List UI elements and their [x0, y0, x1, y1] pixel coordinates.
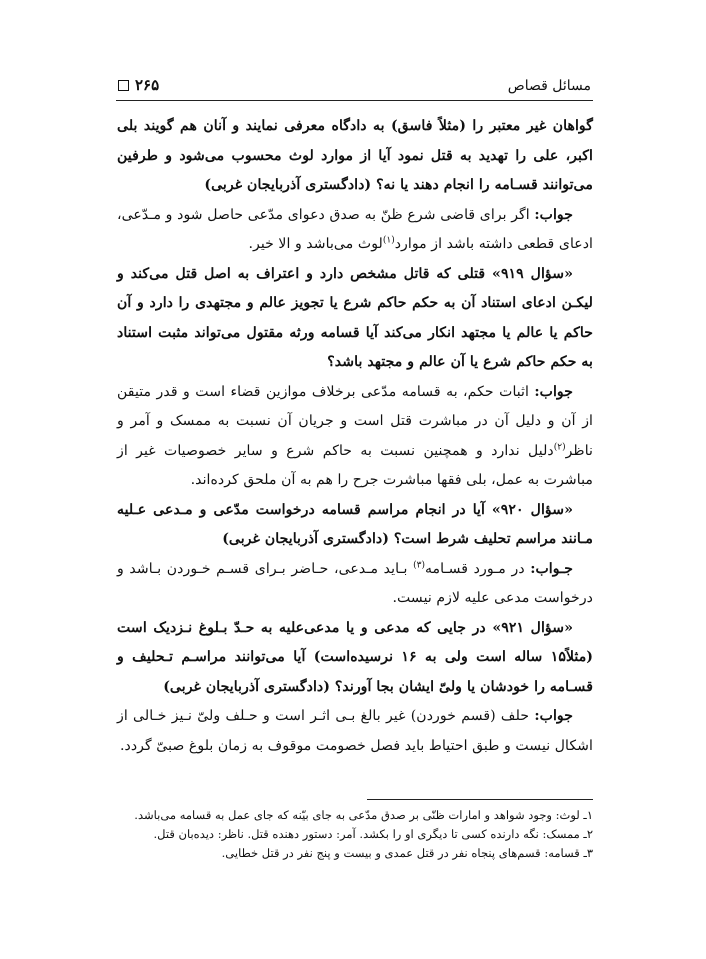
- footnote-ref: (۳): [413, 559, 425, 570]
- answer-label: جـواب:: [530, 560, 574, 577]
- answer-text: دلیل ندارد و همچنین نسبت به حاکم شرع و سایر خصوصیات غیر از مباشرت به عمل، بلی فقها مباشرت جرح را هم به آن ملحق کرده‌اند.: [117, 442, 593, 488]
- answer-text: در مـورد قسـامه: [424, 560, 531, 577]
- question-920: «سؤال ۹۲۰» آیا در انجام مراسم قسامه درخواست مدّعی و مـدعی عـلیه مـانند مراسم تحلیف شرط است؟ (دادگستری آذربایجان غربی): [117, 501, 593, 547]
- answer-label: جواب:: [534, 206, 573, 223]
- answer-label: جواب:: [534, 708, 573, 724]
- answer-919: [117, 378, 593, 496]
- square-outline-icon: [118, 80, 129, 91]
- footnote-1: ۱ـ لوث: وجود شواهد و امارات ظنّی بر صدق مدّعی به جای بیّنه که جای عمل به قسامه می‌باشد.: [134, 808, 593, 822]
- answer-920: [117, 555, 593, 614]
- page-number-block: [118, 76, 159, 94]
- footnote-ref: (۲): [553, 441, 566, 452]
- footnotes: [117, 806, 593, 863]
- answer-text: بـاید مـدعی، حـاضر بـرای قسـم خـوردن بـاشد و درخواست مدعی علیه لازم نیست.: [117, 560, 593, 606]
- running-title: مسائل قصاص: [507, 78, 591, 94]
- answer-921: [117, 702, 593, 761]
- footnote-ref: (۱): [382, 235, 395, 246]
- page-number: ۲۶۵: [135, 76, 160, 94]
- main-text: [117, 112, 593, 761]
- footnote-3: ۳ـ قسامه: قسم‌های پنجاه نفر در قتل عمدی و بیست و پنج نفر در قتل خطایی.: [221, 846, 593, 860]
- answer-text: حلف (قسم خوردن) غیر بالغ بـی اثـر است و حـلف ولیّ نـیز خـالی از اشکال نیست و طبق احتیاط باید فصل خصومت موقوف به زمان بلوغ صبیّ گردد.: [117, 708, 593, 754]
- question-921: «سؤال ۹۲۱» در جایی که مدعی و یا مدعی‌علیه به حـدّ بـلوغ نـزدیک است (مثلاً۱۵ ساله است ولی به ۱۶ نرسیده‌است) آیا می‌توانند مراسـم تـحلیف و قسـامه را خودشان یا ولیّ ایشان بجا آورند؟ (دادگستری آذربایجان غربی): [117, 619, 594, 695]
- footnote-2: ۲ـ ممسک: نگه دارنده کسی تا دیگری او را بکشد. آمر: دستور دهنده قتل. ناظر: دیده‌بان قتل.: [153, 827, 593, 841]
- question-continuation: گواهان غیر معتبر را (مثلاً فاسق) به دادگاه معرفی نمایند و آنان هم گویند بلی اکبر، علی را تهدید به قتل نمود آیا از موارد لوث محسوب می‌شود و طرفین می‌توانند قسـامه را انجام دهند یا نه؟ (دادگستری آذربایجان غربی): [117, 118, 593, 193]
- answer-paragraph: [117, 201, 593, 260]
- page-header: [116, 74, 593, 101]
- answer-text: اگر برای قاضی شرع ظنّ به صدق دعوای مدّعی حاصل شود و مـدّعی، ادعای قطعی داشته باشد از موارد: [117, 206, 593, 252]
- answer-text: اثبات حکم، به قسامه مدّعی برخلاف موازین قضاء است و قدر متیقن از آن و دلیل آن در مباشرت قتل است و جریان آن نسبت به ممسک و آمر و ناظر: [117, 383, 593, 459]
- footnote-divider: [367, 799, 593, 800]
- answer-label: جواب:: [534, 383, 573, 400]
- answer-text: لوث می‌باشد و الا خیر.: [248, 236, 383, 252]
- question-919: «سؤال ۹۱۹» قتلی که قاتل مشخص دارد و اعتراف به اصل قتل می‌کند و لیکـن ادعای استناد آن به حکم حاکم شرع یا تجویز عالم و مجتهدی را دارد و آن حاکم یا عالم یا مجتهد انکار می‌کند آیا قسامه ورثه مقتول می‌تواند مثبت استناد به حکم حاکم شرع یا آن عالم و مجتهد باشد؟: [117, 265, 593, 370]
